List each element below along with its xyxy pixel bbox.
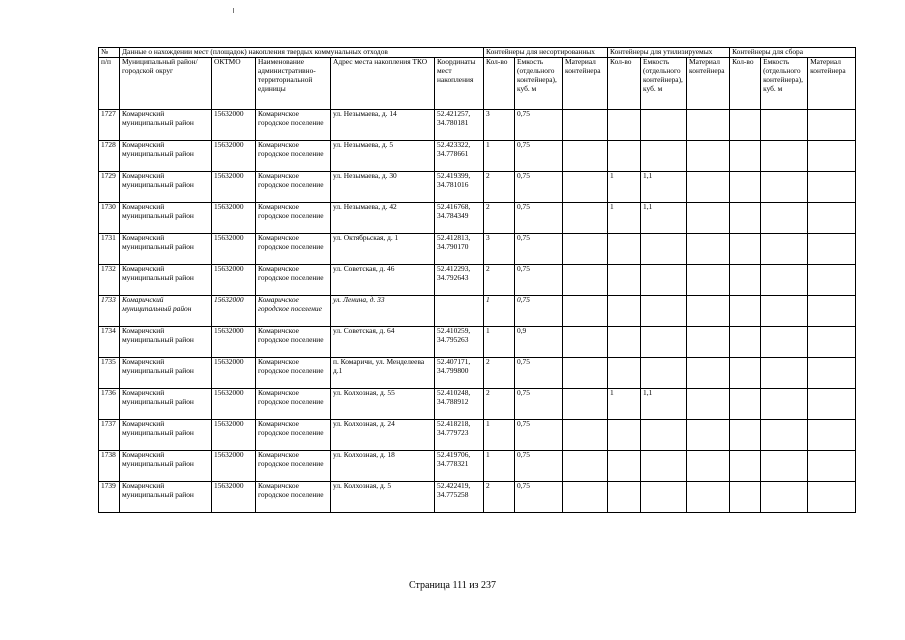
recycle-count-cell <box>608 358 641 389</box>
oktmo-cell: 15632000 <box>212 172 256 203</box>
unsorted-material-cell <box>563 451 608 482</box>
collect-count-cell <box>730 482 761 513</box>
address-cell: ул. Советская, д. 46 <box>331 265 435 296</box>
collect-count-cell <box>730 141 761 172</box>
unsorted-capacity-cell: 0,75 <box>515 358 563 389</box>
coordinates-cell: 52.421257, 34.780181 <box>435 110 484 141</box>
recycle-capacity-cell <box>641 265 687 296</box>
unsorted-count-cell: 2 <box>484 389 515 420</box>
unsorted-material-cell <box>563 482 608 513</box>
address-cell: ул. Колхозная, д. 24 <box>331 420 435 451</box>
recycle-material-cell <box>687 358 730 389</box>
header-row-groups <box>99 48 856 58</box>
unsorted-capacity-cell: 0,75 <box>515 451 563 482</box>
recycle-material-cell <box>687 296 730 327</box>
collect-material-cell <box>808 389 856 420</box>
coordinates-cell: 52.412293, 34.792643 <box>435 265 484 296</box>
header-address: Адрес места накопления ТКО <box>331 58 435 110</box>
collect-capacity-cell <box>761 451 808 482</box>
recycle-material-cell <box>687 234 730 265</box>
address-cell: ул. Колхозная, д. 5 <box>331 482 435 513</box>
oktmo-cell: 15632000 <box>212 110 256 141</box>
recycle-capacity-cell: 1,1 <box>641 389 687 420</box>
recycle-capacity-cell <box>641 420 687 451</box>
collect-capacity-cell <box>761 296 808 327</box>
collect-count-cell <box>730 358 761 389</box>
header-recycle-count: Кол-во <box>608 58 641 110</box>
row-number: 1731 <box>99 234 120 265</box>
coordinates-cell: 52.422419, 34.775258 <box>435 482 484 513</box>
row-number: 1737 <box>99 420 120 451</box>
table-row <box>99 296 856 327</box>
admin-unit-cell: Комаричское городское поселение <box>256 327 331 358</box>
page-number: Страница 111 из 237 <box>408 580 497 591</box>
collect-material-cell <box>808 141 856 172</box>
header-recycle-material: Материал контейнера <box>687 58 730 110</box>
collect-count-cell <box>730 234 761 265</box>
admin-unit-cell: Комаричское городское поселение <box>256 296 331 327</box>
address-cell: ул. Октябрьская, д. 1 <box>331 234 435 265</box>
oktmo-cell: 15632000 <box>212 327 256 358</box>
recycle-count-cell <box>608 234 641 265</box>
recycle-count-cell <box>608 451 641 482</box>
coordinates-cell: 52.412813, 34.790170 <box>435 234 484 265</box>
address-cell: ул. Колхозная, д. 18 <box>331 451 435 482</box>
collect-count-cell <box>730 203 761 234</box>
address-cell: ул. Незымаева, д. 42 <box>331 203 435 234</box>
unsorted-material-cell <box>563 110 608 141</box>
oktmo-cell: 15632000 <box>212 389 256 420</box>
unsorted-material-cell <box>563 389 608 420</box>
recycle-count-cell <box>608 327 641 358</box>
unsorted-material-cell <box>563 358 608 389</box>
collect-count-cell <box>730 296 761 327</box>
unsorted-capacity-cell: 0,75 <box>515 389 563 420</box>
collect-capacity-cell <box>761 358 808 389</box>
collect-material-cell <box>808 482 856 513</box>
header-group-recycle: Контейнеры для утилизируемых <box>608 48 730 58</box>
oktmo-cell: 15632000 <box>212 234 256 265</box>
table-row <box>99 451 856 482</box>
table-row <box>99 265 856 296</box>
admin-unit-cell: Комаричское городское поселение <box>256 265 331 296</box>
district-cell: Комаричский муниципальный район <box>120 234 212 265</box>
oktmo-cell: 15632000 <box>212 141 256 172</box>
unsorted-count-cell: 2 <box>484 358 515 389</box>
collect-material-cell <box>808 110 856 141</box>
collect-count-cell <box>730 110 761 141</box>
recycle-material-cell <box>687 389 730 420</box>
recycle-count-cell: 1 <box>608 172 641 203</box>
recycle-material-cell <box>687 172 730 203</box>
unsorted-material-cell <box>563 203 608 234</box>
admin-unit-cell: Комаричское городское поселение <box>256 110 331 141</box>
table-row <box>99 389 856 420</box>
admin-unit-cell: Комаричское городское поселение <box>256 482 331 513</box>
unsorted-material-cell <box>563 141 608 172</box>
unsorted-capacity-cell: 0,75 <box>515 265 563 296</box>
district-cell: Комаричский муниципальный район <box>120 451 212 482</box>
district-cell: Комаричский муниципальный район <box>120 358 212 389</box>
address-cell: ул. Ленина, д. 33 <box>331 296 435 327</box>
recycle-count-cell: 1 <box>608 203 641 234</box>
header-num-sub: п/п <box>99 58 120 110</box>
admin-unit-cell: Комаричское городское поселение <box>256 172 331 203</box>
collect-capacity-cell <box>761 389 808 420</box>
recycle-material-cell <box>687 203 730 234</box>
recycle-capacity-cell <box>641 296 687 327</box>
oktmo-cell: 15632000 <box>212 482 256 513</box>
table-row <box>99 110 856 141</box>
recycle-capacity-cell <box>641 358 687 389</box>
oktmo-cell: 15632000 <box>212 203 256 234</box>
scan-tick-mark <box>233 8 234 13</box>
collect-count-cell <box>730 172 761 203</box>
oktmo-cell: 15632000 <box>212 296 256 327</box>
unsorted-capacity-cell: 0,75 <box>515 203 563 234</box>
recycle-material-cell <box>687 420 730 451</box>
unsorted-capacity-cell: 0,75 <box>515 110 563 141</box>
table-row <box>99 172 856 203</box>
collect-count-cell <box>730 420 761 451</box>
unsorted-material-cell <box>563 172 608 203</box>
recycle-capacity-cell: 1,1 <box>641 203 687 234</box>
collect-count-cell <box>730 451 761 482</box>
recycle-count-cell <box>608 110 641 141</box>
coordinates-cell: 52.410259, 34.795263 <box>435 327 484 358</box>
collect-capacity-cell <box>761 420 808 451</box>
row-number: 1733 <box>99 296 120 327</box>
collect-count-cell <box>730 327 761 358</box>
recycle-material-cell <box>687 451 730 482</box>
header-oktmo: ОКТМО <box>212 58 256 110</box>
admin-unit-cell: Комаричское городское поселение <box>256 451 331 482</box>
unsorted-count-cell: 2 <box>484 203 515 234</box>
collect-material-cell <box>808 172 856 203</box>
collect-material-cell <box>808 451 856 482</box>
collect-capacity-cell <box>761 265 808 296</box>
collect-material-cell <box>808 327 856 358</box>
recycle-capacity-cell <box>641 234 687 265</box>
coordinates-cell: 52.423322, 34.778661 <box>435 141 484 172</box>
recycle-material-cell <box>687 141 730 172</box>
unsorted-material-cell <box>563 327 608 358</box>
unsorted-count-cell: 2 <box>484 172 515 203</box>
coordinates-cell: 52.418218, 34.779723 <box>435 420 484 451</box>
unsorted-count-cell: 1 <box>484 451 515 482</box>
coordinates-cell: 52.419399, 34.781016 <box>435 172 484 203</box>
recycle-count-cell: 1 <box>608 389 641 420</box>
table-row <box>99 203 856 234</box>
header-group-waste: Данные о нахождении мест (площадок) накопления твердых коммунальных отходов <box>120 48 484 58</box>
table-body <box>99 110 856 513</box>
admin-unit-cell: Комаричское городское поселение <box>256 389 331 420</box>
header-num: № <box>99 48 120 58</box>
collect-capacity-cell <box>761 482 808 513</box>
header-row-columns <box>99 58 856 110</box>
admin-unit-cell: Комаричское городское поселение <box>256 234 331 265</box>
unsorted-capacity-cell: 0,75 <box>515 420 563 451</box>
unsorted-capacity-cell: 0,75 <box>515 234 563 265</box>
table-row <box>99 420 856 451</box>
coordinates-cell <box>435 296 484 327</box>
address-cell: ул. Незымаева, д. 14 <box>331 110 435 141</box>
coordinates-cell: 52.407171, 34.799800 <box>435 358 484 389</box>
header-collect-material: Материал контейнера <box>808 58 856 110</box>
district-cell: Комаричский муниципальный район <box>120 110 212 141</box>
collect-material-cell <box>808 296 856 327</box>
district-cell: Комаричский муниципальный район <box>120 296 212 327</box>
unsorted-material-cell <box>563 265 608 296</box>
oktmo-cell: 15632000 <box>212 358 256 389</box>
header-group-collect: Контейнеры для сбора <box>730 48 856 58</box>
header-coords: Координаты мест накопления <box>435 58 484 110</box>
header-collect-count: Кол-во <box>730 58 761 110</box>
row-number: 1729 <box>99 172 120 203</box>
unsorted-count-cell: 1 <box>484 420 515 451</box>
row-number: 1739 <box>99 482 120 513</box>
table-row <box>99 141 856 172</box>
unsorted-count-cell: 2 <box>484 482 515 513</box>
header-unsorted-material: Материал контейнера <box>563 58 608 110</box>
header-recycle-capacity: Емкость (отдельного контейнера), куб. м <box>641 58 687 110</box>
recycle-count-cell <box>608 265 641 296</box>
recycle-count-cell <box>608 420 641 451</box>
recycle-material-cell <box>687 327 730 358</box>
admin-unit-cell: Комаричское городское поселение <box>256 203 331 234</box>
unsorted-count-cell: 1 <box>484 327 515 358</box>
recycle-count-cell <box>608 141 641 172</box>
row-number: 1734 <box>99 327 120 358</box>
recycle-count-cell <box>608 482 641 513</box>
collect-material-cell <box>808 420 856 451</box>
unsorted-count-cell: 1 <box>484 296 515 327</box>
row-number: 1727 <box>99 110 120 141</box>
header-collect-capacity: Емкость (отдельного контейнера), куб. м <box>761 58 808 110</box>
row-number: 1728 <box>99 141 120 172</box>
address-cell: ул. Колхозная, д. 55 <box>331 389 435 420</box>
recycle-count-cell <box>608 296 641 327</box>
unsorted-material-cell <box>563 234 608 265</box>
district-cell: Комаричский муниципальный район <box>120 327 212 358</box>
district-cell: Комаричский муниципальный район <box>120 482 212 513</box>
collect-count-cell <box>730 389 761 420</box>
unsorted-count-cell: 1 <box>484 141 515 172</box>
table-row <box>99 234 856 265</box>
header-unsorted-count: Кол-во <box>484 58 515 110</box>
collect-capacity-cell <box>761 234 808 265</box>
recycle-capacity-cell: 1,1 <box>641 172 687 203</box>
unsorted-capacity-cell: 0,75 <box>515 141 563 172</box>
address-cell: ул. Незымаева, д. 30 <box>331 172 435 203</box>
header-group-unsorted: Контейнеры для несортированных <box>484 48 608 58</box>
address-cell: ул. Советская, д. 64 <box>331 327 435 358</box>
table-row <box>99 327 856 358</box>
recycle-material-cell <box>687 482 730 513</box>
unsorted-capacity-cell: 0,9 <box>515 327 563 358</box>
row-number: 1735 <box>99 358 120 389</box>
oktmo-cell: 15632000 <box>212 451 256 482</box>
row-number: 1730 <box>99 203 120 234</box>
district-cell: Комаричский муниципальный район <box>120 420 212 451</box>
admin-unit-cell: Комаричское городское поселение <box>256 141 331 172</box>
collect-capacity-cell <box>761 172 808 203</box>
recycle-material-cell <box>687 265 730 296</box>
coordinates-cell: 52.410248, 34.788912 <box>435 389 484 420</box>
district-cell: Комаричский муниципальный район <box>120 203 212 234</box>
district-cell: Комаричский муниципальный район <box>120 141 212 172</box>
coordinates-cell: 52.416768, 34.784349 <box>435 203 484 234</box>
recycle-capacity-cell <box>641 451 687 482</box>
district-cell: Комаричский муниципальный район <box>120 265 212 296</box>
admin-unit-cell: Комаричское городское поселение <box>256 358 331 389</box>
header-district: Муниципальный район/городской округ <box>120 58 212 110</box>
collect-material-cell <box>808 234 856 265</box>
collect-capacity-cell <box>761 141 808 172</box>
row-number: 1736 <box>99 389 120 420</box>
collect-capacity-cell <box>761 327 808 358</box>
waste-sites-table <box>98 47 856 513</box>
header-admin-name: Наименование административно-территориальной единицы <box>256 58 331 110</box>
unsorted-capacity-cell: 0,75 <box>515 482 563 513</box>
recycle-capacity-cell <box>641 110 687 141</box>
unsorted-count-cell: 3 <box>484 110 515 141</box>
unsorted-material-cell <box>563 420 608 451</box>
unsorted-count-cell: 2 <box>484 265 515 296</box>
address-cell: ул. Незымаева, д. 5 <box>331 141 435 172</box>
unsorted-count-cell: 3 <box>484 234 515 265</box>
header-unsorted-capacity: Емкость (отдельного контейнера), куб. м <box>515 58 563 110</box>
unsorted-capacity-cell: 0,75 <box>515 296 563 327</box>
collect-count-cell <box>730 265 761 296</box>
table-row <box>99 358 856 389</box>
collect-material-cell <box>808 358 856 389</box>
table-row <box>99 482 856 513</box>
district-cell: Комаричский муниципальный район <box>120 389 212 420</box>
collect-capacity-cell <box>761 203 808 234</box>
recycle-capacity-cell <box>641 327 687 358</box>
oktmo-cell: 15632000 <box>212 265 256 296</box>
oktmo-cell: 15632000 <box>212 420 256 451</box>
recycle-material-cell <box>687 110 730 141</box>
unsorted-material-cell <box>563 296 608 327</box>
recycle-capacity-cell <box>641 141 687 172</box>
admin-unit-cell: Комаричское городское поселение <box>256 420 331 451</box>
row-number: 1738 <box>99 451 120 482</box>
collect-material-cell <box>808 265 856 296</box>
district-cell: Комаричский муниципальный район <box>120 172 212 203</box>
unsorted-capacity-cell: 0,75 <box>515 172 563 203</box>
row-number: 1732 <box>99 265 120 296</box>
address-cell: п. Комаричи, ул. Менделеева д.1 <box>331 358 435 389</box>
collect-capacity-cell <box>761 110 808 141</box>
collect-material-cell <box>808 203 856 234</box>
recycle-capacity-cell <box>641 482 687 513</box>
coordinates-cell: 52.419706, 34.778321 <box>435 451 484 482</box>
